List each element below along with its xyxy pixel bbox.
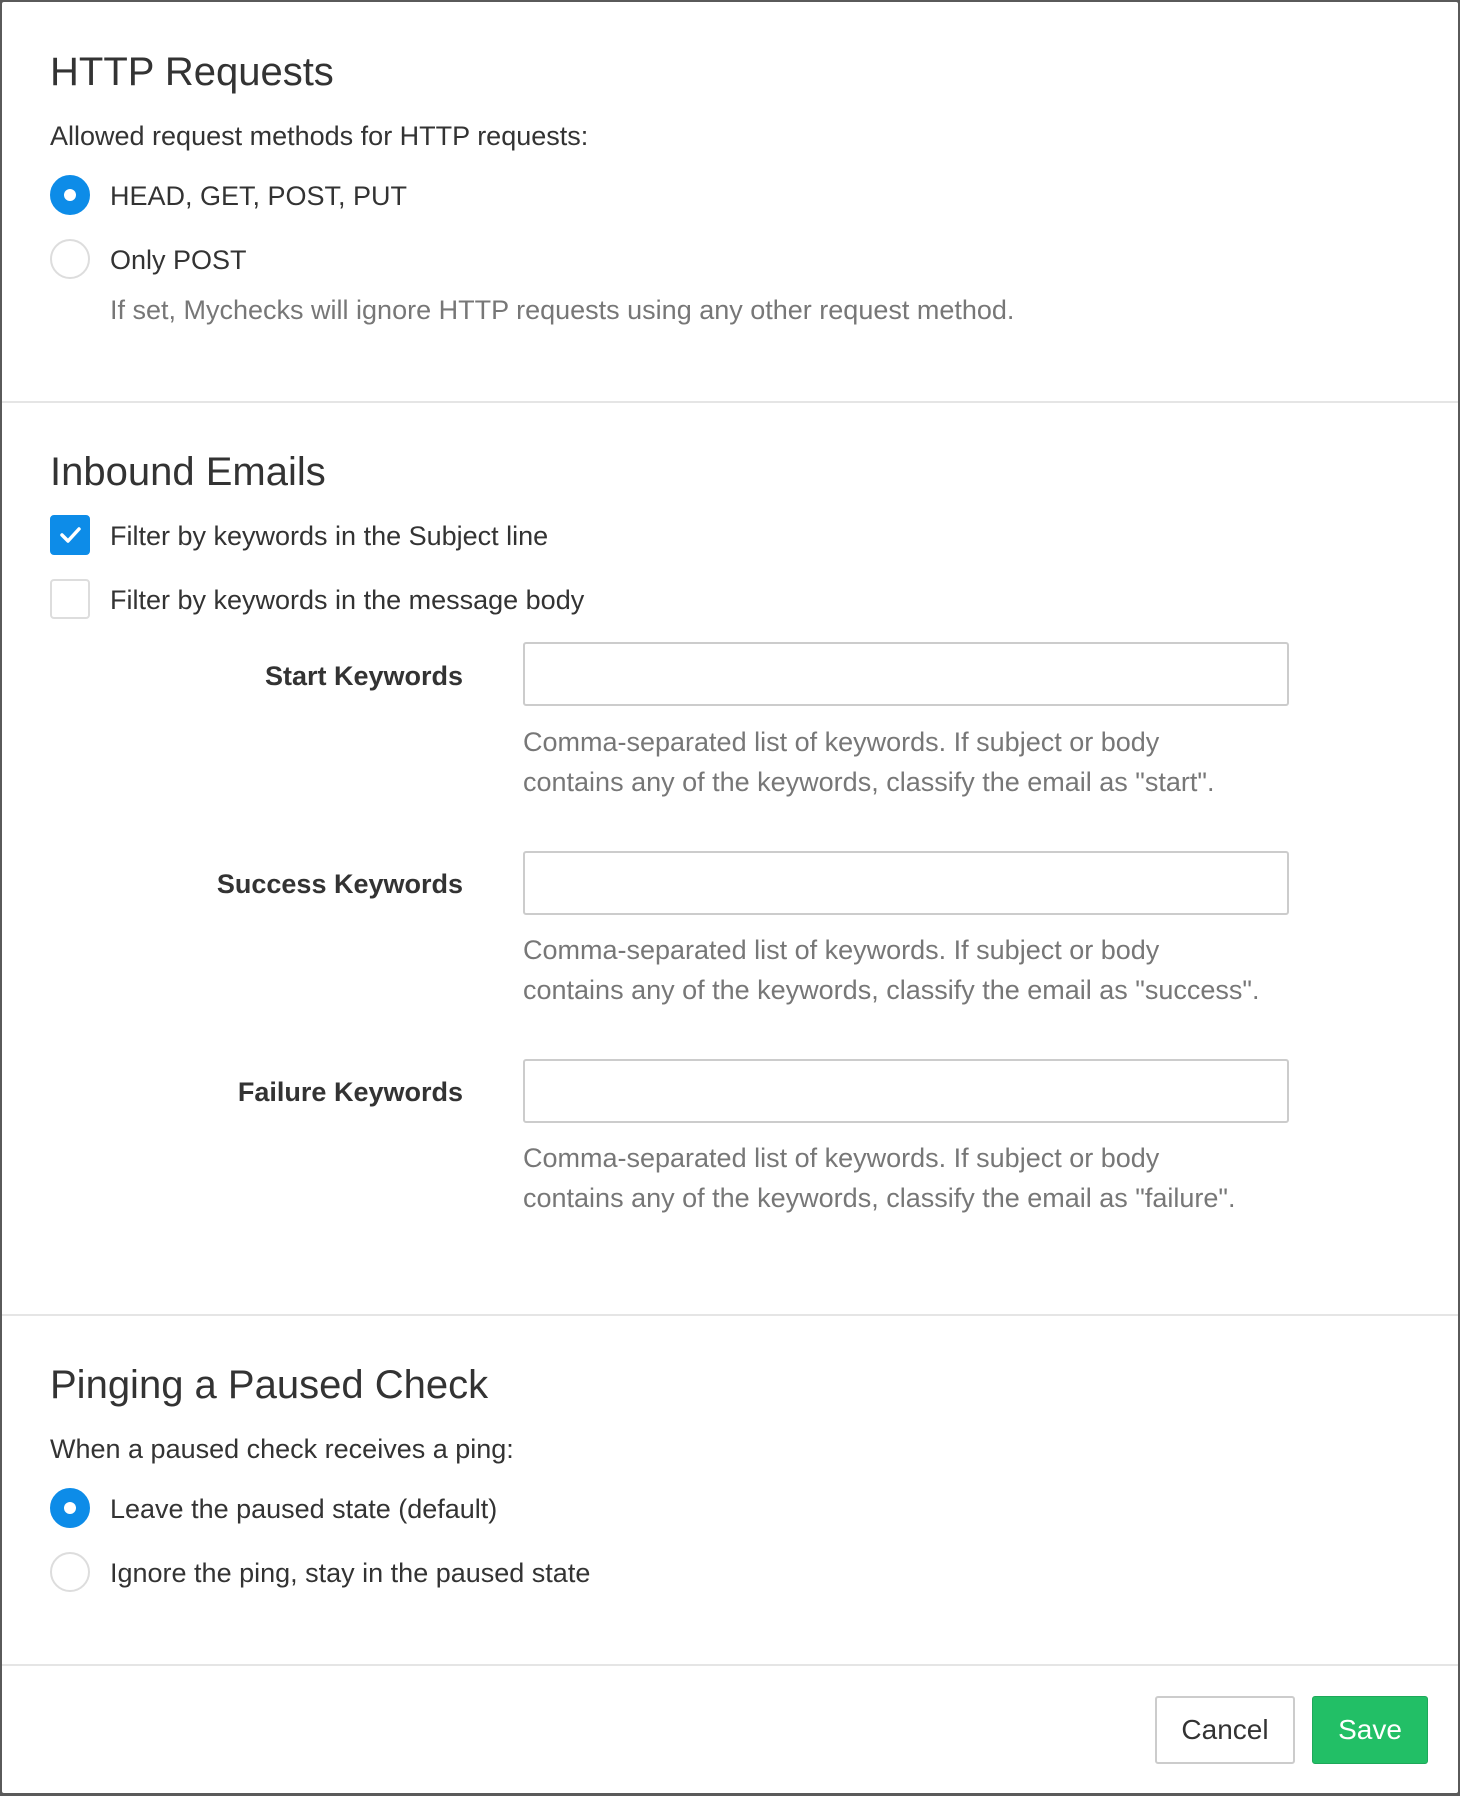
checkbox-label-filter-body[interactable]: Filter by keywords in the message body <box>110 585 585 615</box>
section-divider <box>2 401 1458 403</box>
checkbox-label-filter-subject[interactable]: Filter by keywords in the Subject line <box>110 521 549 551</box>
failure-keywords-input[interactable] <box>523 1059 1289 1123</box>
radio-label-http-only-post[interactable]: Only POST <box>110 245 247 275</box>
http-help-text: If set, Mychecks will ignore HTTP requests using any other request method. <box>110 295 1015 325</box>
email-section-title: Inbound Emails <box>50 450 326 494</box>
section-divider <box>2 1314 1458 1316</box>
radio-label-leave-paused[interactable]: Leave the paused state (default) <box>110 1494 498 1524</box>
filtering-rules-modal <box>2 2 1458 1793</box>
start-keywords-label: Start Keywords <box>264 661 463 691</box>
save-button[interactable]: Save <box>1312 1696 1428 1764</box>
success-keywords-label: Success Keywords <box>216 869 463 899</box>
failure-keywords-help-line1: Comma-separated list of keywords. If subject or body <box>523 1143 1160 1173</box>
radio-label-http-all-methods[interactable]: HEAD, GET, POST, PUT <box>110 181 408 211</box>
success-keywords-help-line2: contains any of the keywords, classify the email as "success". <box>523 975 1260 1005</box>
success-keywords-input[interactable] <box>523 851 1289 915</box>
failure-keywords-label: Failure Keywords <box>237 1077 463 1107</box>
success-keywords-help-line1: Comma-separated list of keywords. If subject or body <box>523 935 1160 965</box>
start-keywords-help-line1: Comma-separated list of keywords. If subject or body <box>523 727 1160 757</box>
footer-divider <box>2 1664 1458 1666</box>
checkbox-filter-subject[interactable] <box>50 515 90 555</box>
radio-label-ignore-ping[interactable]: Ignore the ping, stay in the paused state <box>110 1558 591 1588</box>
radio-leave-paused[interactable] <box>50 1488 90 1528</box>
radio-http-only-post[interactable] <box>50 239 90 279</box>
cancel-button[interactable]: Cancel <box>1155 1696 1295 1764</box>
http-section-title: HTTP Requests <box>50 50 334 94</box>
http-description: Allowed request methods for HTTP requests: <box>50 121 589 151</box>
paused-section-title: Pinging a Paused Check <box>50 1363 489 1407</box>
failure-keywords-help-line2: contains any of the keywords, classify the email as "failure". <box>523 1183 1236 1213</box>
radio-http-all-methods[interactable] <box>50 175 90 215</box>
start-keywords-help-line2: contains any of the keywords, classify the email as "start". <box>523 767 1215 797</box>
start-keywords-input[interactable] <box>523 642 1289 706</box>
checkbox-filter-body[interactable] <box>50 579 90 619</box>
radio-ignore-ping[interactable] <box>50 1552 90 1592</box>
checkmark-icon <box>52 517 88 553</box>
paused-description: When a paused check receives a ping: <box>50 1434 514 1464</box>
